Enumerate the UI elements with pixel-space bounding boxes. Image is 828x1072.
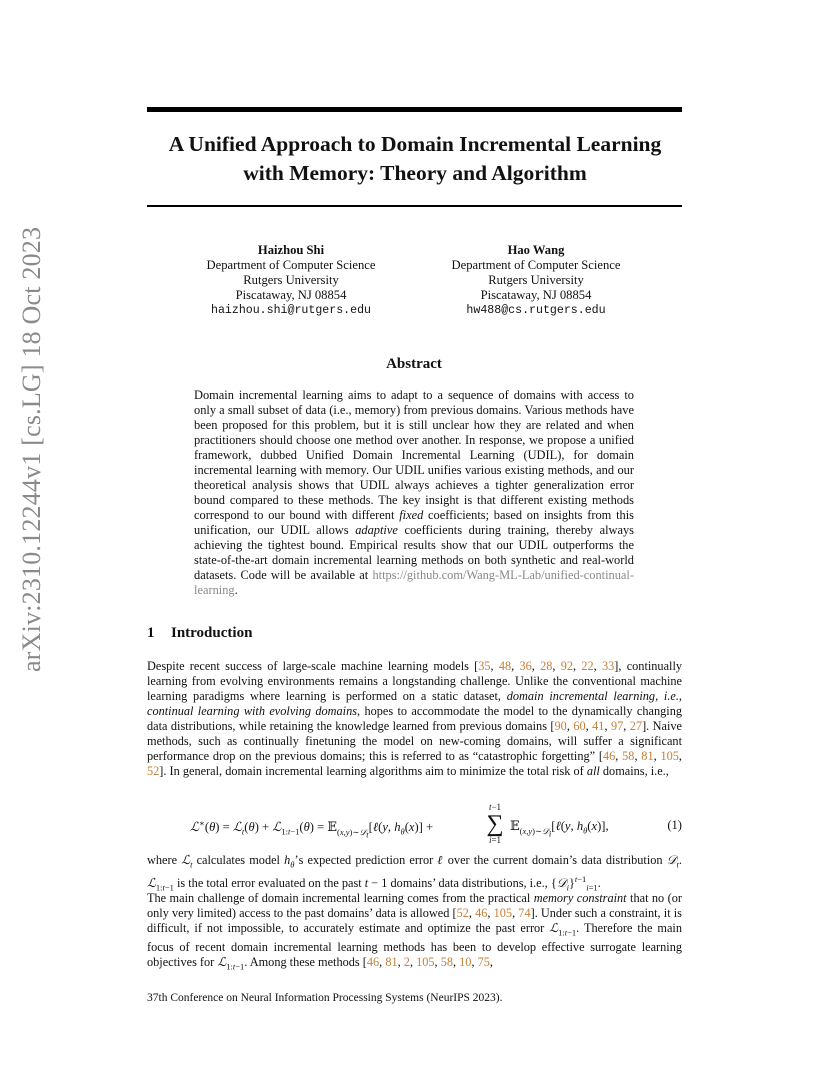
citation-link[interactable]: 48 <box>498 659 512 673</box>
citation-link[interactable]: 81 <box>385 955 398 970</box>
author-dept: Department of Computer Science <box>451 258 621 272</box>
author-city: Piscataway, NJ 08854 <box>235 288 347 302</box>
paper-title <box>120 130 710 188</box>
citation-link[interactable]: 36 <box>519 659 532 673</box>
citation-link[interactable]: 52 <box>147 764 160 778</box>
citation-list: 46, 81, 2, 105, 58, 10, 75 <box>366 955 490 970</box>
equation-1 <box>147 803 682 853</box>
author-univ: Rutgers University <box>488 273 584 287</box>
citation-list: 52, 46, 105, 74 <box>456 906 531 920</box>
citation-link[interactable]: 105 <box>416 955 435 970</box>
summation-symbol: t−1 ∑ i=1 <box>486 802 504 845</box>
citation-link[interactable]: 2 <box>403 955 410 970</box>
citation-link[interactable]: 58 <box>440 955 453 970</box>
citation-link[interactable]: 52 <box>456 906 469 920</box>
author-block-2 <box>436 243 636 318</box>
citation-link[interactable]: 28 <box>540 659 553 673</box>
intro-paragraph-1: Despite recent success of large-scale machine learning models [35, 48, 36, 28, 92, 22, 33], continually learning from evolving environments remains a longstanding challenge. Unlike the conventional machine learning paradigms where learning is performed on a static dataset, domain incremental learning, i.e., continual learning with evolving domains, hopes to accommodate the model to the dynamically changing data distributions, while retaining the knowledge learned from previous domains [90, 60, 41, 97, 27]. Naive methods, such as continually finetuning the model on new-coming domains, will suffer a significant performance drop on the previous domains; this is referred to as “catastrophic forgetting” [46, 58, 81, 105, 52]. In general, domain incremental learning algorithms aim to minimize the total risk of all domains, i.e., <box>147 659 683 778</box>
citation-link[interactable]: 35 <box>478 659 491 673</box>
citation-link[interactable]: 46 <box>602 749 616 763</box>
arxiv-stamp: arXiv:2310.12244v1 [cs.LG] 18 Oct 2023 <box>17 226 46 672</box>
citation-link[interactable]: 97 <box>610 719 624 733</box>
author-name: Hao Wang <box>507 243 565 257</box>
citation-link[interactable]: 75 <box>477 955 490 970</box>
citation-link[interactable]: 46 <box>475 906 488 920</box>
section-title: Introduction <box>171 625 253 641</box>
code-link[interactable]: https://github.com/Wang-ML-Lab/unified-continual-learning <box>194 568 634 597</box>
citation-link[interactable]: 92 <box>560 659 574 673</box>
citation-link[interactable]: 74 <box>518 906 531 920</box>
abstract-text: Domain incremental learning aims to adapt to a sequence of domains with access to only a small subset of data (i.e., memory) from previous domains. Various methods have been proposed for this problem, but it is still unclear how they are related and when practitioners should choose one method over another. In response, we propose a unified framework, dubbed Unified Domain Incremental Learning (UDIL), for domain incremental learning with memory. Our UDIL unifies various existing methods, and our theoretical analysis shows that UDIL always achieves a tighter generalization error bound compared to these methods. The key insight is that different existing methods correspond to our bound with different fixed coefficients; based on insights from this unification, our UDIL allows adaptive coefficients during training, thereby always achieving the tightest bound. Empirical results show that our UDIL outperforms the state-of-the-art domain incremental learning methods on both synthetic and real-world datasets. Code will be available at https://github.com/Wang-ML-Lab/unified-continual-learning. <box>194 388 634 597</box>
author-univ: Rutgers University <box>243 273 339 287</box>
citation-list: 35, 48, 36, 28, 92, 22, 33 <box>478 659 615 673</box>
title-line-1: A Unified Approach to Domain Incremental Learning <box>168 132 662 156</box>
citation-link[interactable]: 22 <box>581 659 594 673</box>
citation-link[interactable]: 105 <box>493 906 513 920</box>
citation-link[interactable]: 81 <box>641 749 654 763</box>
abstract-heading: Abstract <box>386 356 442 372</box>
citation-link[interactable]: 27 <box>629 719 643 733</box>
conference-footer: 37th Conference on Neural Information Processing Systems (NeurIPS 2023). <box>147 992 503 1004</box>
author-email[interactable]: hw488@cs.rutgers.edu <box>466 304 606 317</box>
title-rule-top <box>147 107 682 112</box>
author-city: Piscataway, NJ 08854 <box>480 288 592 302</box>
citation-link[interactable]: 105 <box>660 749 679 763</box>
equation-body: ℒ∗(θ) = ℒ$_t$(θ) + ℒ$_{1:t-1}$(θ) = 𝔼$_{(x,y)\sim 𝒟_t}$[ℓ(y, $h_\theta(x)$] + <box>190 818 434 840</box>
citation-link[interactable]: 58 <box>622 749 635 763</box>
intro-paragraph-2: where ℒ$_t$ calculates model $h_\theta’s$ expected prediction error ℓ over the current domain’s data distribution 𝒟$_t$. ℒ$_{1:t-1}$ is the total error evaluated on the past t − 1 domains’ data distributions, i.e., {𝒟$_i$}$^{t-1}_{i=1}$. <box>147 853 682 893</box>
citation-list: 90, 60, 41, 97, 27 <box>554 719 643 733</box>
title-line-2: with Memory: Theory and Algorithm <box>243 161 587 185</box>
author-block-1 <box>191 243 391 318</box>
citation-list: 46, 58, 81, 105, 52 <box>147 749 682 778</box>
citation-link[interactable]: 60 <box>573 719 586 733</box>
citation-link[interactable]: 41 <box>592 719 605 733</box>
author-dept: Department of Computer Science <box>206 258 376 272</box>
equation-number: (1) <box>667 818 682 832</box>
title-rule-bottom <box>147 205 682 207</box>
section-number: 1 <box>147 625 155 641</box>
citation-link[interactable]: 10 <box>459 955 472 970</box>
author-email[interactable]: haizhou.shi@rutgers.edu <box>210 304 372 317</box>
citation-link[interactable]: 46 <box>366 955 380 970</box>
citation-link[interactable]: 33 <box>601 659 615 673</box>
section-heading-introduction <box>147 625 252 642</box>
equation-body-rest: 𝔼$_{(x,y)\sim 𝒟_i}$[ℓ(y, $h_\theta(x)$], <box>510 819 609 839</box>
author-name: Haizhou Shi <box>257 243 325 257</box>
citation-link[interactable]: 90 <box>554 719 567 733</box>
intro-paragraph-3: The main challenge of domain incremental learning comes from the practical memory constraint that no (or only very limited) access to the past domains’ data is allowed [52, 46, 105, 74]. Under such a constraint, it is difficult, if not impossible, to accurately estimate and optimize the past error ℒ$_{1:t-1}$. Therefore the main focus of recent domain incremental learning methods has been to develop effective surrogate learning objectives for ℒ$_{1:t-1}$. Among these methods [46, 81, 2, 105, 58, 10, 75, <box>147 891 682 972</box>
